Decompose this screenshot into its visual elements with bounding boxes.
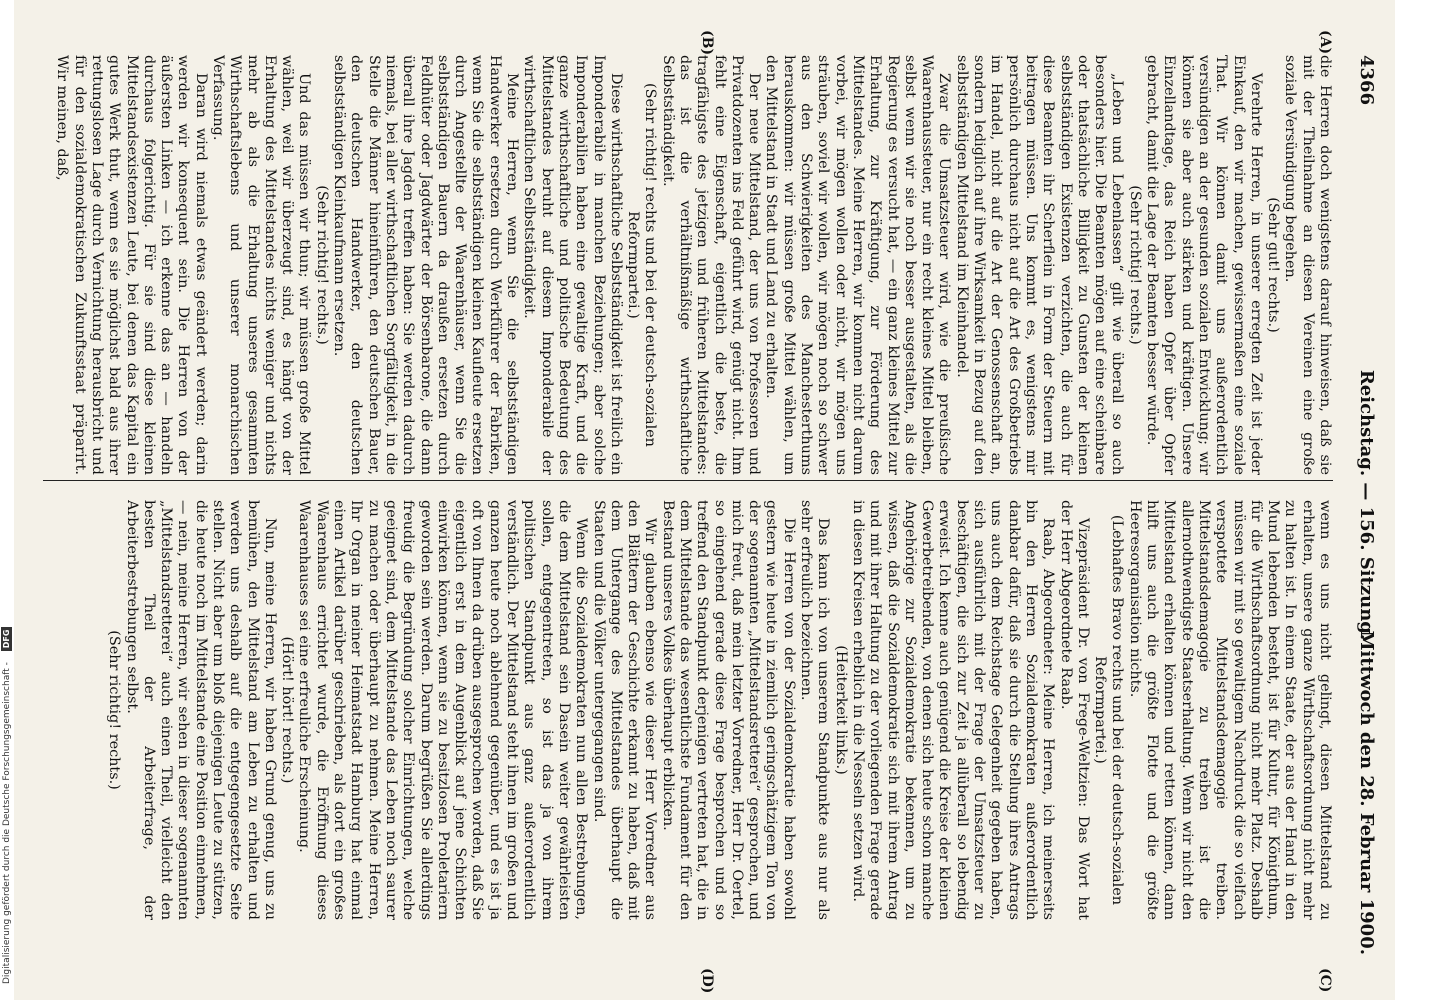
interjection: (Hört! hört! rechts.) [279,636,296,784]
interjection: (Sehr richtig! rechts.) [1126,185,1143,345]
column-divider [43,480,1333,481]
paragraph: „Leben und Lebenlassen“ gilt wie überall so auch besonders hier. Die Beamten mögen auf eine scheinbare oder thatsächliche Billigkeit zu Gunsten der kleinen selbstständigen Existenzen verzichten, die auch für diese Beamten ihr Scherflein in Form der Steuern mit beitragen müssen. Uns kommt es, wenigstens mir persönlich durchaus nicht auf die Art des Großbetriebs im Handel, nicht auf die Art der Genossenschaft an, sondern lediglich auf ihre Wirksamkeit in Bezug auf den selbstständigen Mittelstand im Kleinhandel. [953,55,1126,475]
margin-mark-c: (C) [1317,968,1333,993]
paragraph: Und das müssen wir thun; wir müssen große Mittel wählen, weil wir überzeugt sind, es hängt von der Erhaltung des Mittelstandes nichts weniger und nichts mehr ab als die Erhaltung unseres gesammten Wirthschaftslebens und unserer monarchischen Verfassung. [210,55,313,475]
footer-text-line [0,0,14,990]
footer-credit: Digitalisierung gefördert durch die Deutsche Forschungsgemeinschaft - [2,662,12,984]
text-column-left [33,55,1333,475]
paragraph: Zwar die Umsatzsteuer wird, wie die preußische Waarenhaussteuer, nur ein recht kleines Mittel bleiben, selbst wenn wir sie noch besser ausgestalten, als die Regierung es versucht hat, — ein ganz kleines Mittel zur Erhaltung, zur Kräftigung, zur Förderung des Mittelstandes. Meine Herren, wir kommen nicht darum vorbei, wir mögen wollen oder nicht, wir mögen uns sträuben, soviel wir wollen, wir mögen noch so schwer aus den Schwierigkeiten des Manchesterthums herauskommen: wir müssen große Mittel wählen, um den Mittelstand in Stadt und Land zu erhalten. [763,55,953,475]
paragraph: Die Herren von der Sozialdemokratie haben sowohl gestern wie heute in ziemlich geringschätzigem Ton von der sogenannten „Mittelstandsretterei“ gesprochen, und mich freut, daß mein letzter Vorredner, Herr Dr. Oertel, so eingehend gerade diese Frage besprochen und so treffend den Standpunkt derjenigen vertreten hat, die in dem Mittelstande das wesentlichste Fundament für den Bestand unseres Volkes überhaupt erblicken. [659,500,797,920]
page-number: 4366 [1356,55,1377,106]
page-header [1347,55,1377,955]
interjection: (Heiterkeit links.) [832,645,849,775]
page-date: Mittwoch den 28. Februar 1900. [1356,630,1377,955]
paragraph: wenn es uns nicht gelingt, diesen Mittelstand zu erhalten, unsere ganze Wirthschaftsordnung nicht mehr zu halten ist. In einem Staate, der aus der Hand in den Mund lebenden besteht, ist für Kultur, für Königthum, für die Wirthschaftsordnung nicht mehr Platz. Deshalb müssen wir mit so gewaltigem Nachdruck die so vielfach verspottete Mittelstandsdemagogie treiben. Mittelstandsdemagogie zu treiben ist die allernothwendigste Staatserhaltung. Wenn wir nicht den Mittelstand erhalten können und retten können, dann hilft uns auch die größte Flotte und die größte Heeresorganisation nichts. [1126,500,1333,920]
footer-bar [0,0,14,1000]
paragraph: Meine Herren, wenn Sie die selbstständigen Handwerker ersetzen durch Werkführer der Fabriken, wenn Sie die selbstständigen kleinen Kaufleute ersetzen durch Angestellte der Waarenhäuser, wenn Sie die selbstständigen Bauern da draußen ersetzen durch Feldhüter oder Jagdwärter der Börsenbarone, die dann überall ihre Jagden treffen haben: Sie werden dadurch niemals, bei aller wirthschaftlichen Sorgfältigkeit, in die Stelle die Männer hineinführen, den deutschen Bauer, den deutschen Handwerker, den deutschen selbstständigen Kleinkaufmann ersetzen. [331,55,521,475]
paragraph: Wir glauben ebenso wie dieser Herr Vorredner aus den Blättern der Geschichte erkannt zu haben, daß mit dem Untergange des Mittelstandes überhaupt die Staaten und die Völker untergegangen sind. [590,500,659,920]
paragraph: Diese wirthschaftliche Selbstständigkeit ist freilich ein Imponderabile in manchen Beziehungen; aber solche Imponderabilien haben eine gewaltige Kraft, und die ganze wirthschaftliche und politische Bedeutung des Mittelstandes beruht auf diesem Imponderabile der wirthschaftlichen Selbstständigkeit. [521,55,624,475]
page-title: Reichstag. — 156. Sitzung. [1356,369,1377,641]
margin-mark-d: (D) [699,968,715,994]
paragraph: die Herren doch wenigstens darauf hinweisen, daß sie mit der Theilnahme an diesen Vereinen eine große soziale Versündigung begehen. [1282,55,1333,475]
dfg-logo: DFG [1,627,12,652]
paragraph: Nun, meine Herren, wir haben Grund genug, uns zu bemühen, den Mittelstand am Leben zu erhalten und werden uns deshalb auf die entgegengesetzte Seite stellen. Nicht aber um bloß diejenigen Leute zu stützen, die heute noch im Mittelstande eine Position einnehmen, — nein, meine Herren, wir sehen in dieser sogenannten „Mittelstandsretterei“ auch einen Theil, vielleicht den besten Theil der Arbeiterfrage, der Arbeiterbestrebungen selbst. [123,500,278,920]
margin-mark-b: (B) [699,30,715,56]
paragraph: Raab, Abgeordneter: Meine Herren, ich meinerseits bin den Herren Sozialdemokraten außerordentlich dankbar dafür, daß sie durch die Stellung ihres Antrags uns auch dem Reichstage Gelegenheit gegeben haben, sich ausführlich mit der Frage der Umsatzsteuer zu beschäftigen, die sich zur Zeit ja allüberall so lebendig erweist. Ich kenne auch genügend die Kreise der kleinen Gewerbetreibenden, von denen sich heute schon manche Angehörige zur Sozialdemokratie bekennen, um zu wissen, daß die Sozialdemokratie sich mit ihrem Antrag und mit ihrer Haltung zu der vorliegenden Frage gerade in diesen Kreisen erheblich in die Nesseln setzen wird. [849,500,1057,920]
interjection: (Sehr richtig! rechts und bei der deutsch-sozialen Reformpartei.) [625,83,659,447]
paragraph: Wenn die Sozialdemokraten nun allen Bestrebungen, die dem Mittelstand sein Dasein weiter gewährleisten sollen, entgegentreten, so ist das ja von ihrem politischen Standpunkt aus ganz außerordentlich verständlich. Der Mittelstand steht ihnen im großen und ganzen heute noch ablehnend gegenüber, und es ist ja oft von Ihnen da drüben ausgesprochen worden, daß Sie eigentlich erst in dem Augenblick auf jene Schichten einwirken können, wenn sie zu besitzlosen Proletariern geworden sein werden. Darum begrüßen Sie allerdings freudig die Begründung solcher Einrichtungen, welche geeignet sind, dem Mittelstande das Leben noch saurer zu machen oder überhaupt zu nehmen. Meine Herren, Ihr Organ in meiner Heimatstadt Hamburg hat einmal einen Artikel darüber geschrieben, als dort ein großes Waarenhaus errichtet wurde, die Eröffnung dieses Waarenhauses sei eine erfreuliche Erscheinung. [296,500,590,920]
paragraph: Das kann ich von unserem Standpunkte aus nur als sehr erfreulich bezeichnen. [798,500,832,920]
text-column-right [33,500,1333,920]
interjection: (Sehr richtig! rechts.) [313,185,330,345]
interjection: (Lebhaftes Bravo rechts und bei der deutsch-sozialen Reformpartei.) [1092,514,1126,906]
interjection: (Sehr gut! rechts.) [1265,197,1282,333]
margin-mark-a: (A) [1317,30,1333,55]
interjection: (Sehr richtig! rechts.) [106,630,123,790]
paragraph: Verehrte Herren, in unserer erregten Zeit ist jeder Einkauf, den wir machen, gewissermaßen eine soziale That. Wir können damit uns außerordentlich versündigen an der gesunden sozialen Entwicklung; wir können sie aber auch stärken und kräftigen. Unsere Einzellandtage, das Reich haben Opfer über Opfer gebracht, damit die Lage der Beamten besser würde. [1144,55,1264,475]
paragraph: Daran wird niemals etwas geändert werden; darin werden wir konsequent sein. Die Herren von der äußersten Linken — ich erkenne das an — handeln durchaus folgerichtig. Für sie sind diese kleinen Mittelstandsexistenzen Leute, bei denen das Kapital ein gutes Werk thut, wenn es sie möglichst bald aus ihrer rettungslosen Lage durch Vernichtung herausbricht und für den sozialdemokratischen Zukunftsstaat präparirt. Wir meinen, daß, [54,55,209,475]
paragraph: Vizepräsident Dr. von Frege-Weltzien: Das Wort hat der Herr Abgeordnete Raab. [1057,500,1091,920]
paragraph: Der neue Mittelstand, der uns von Professoren und Privatdozenten ins Feld geführt wird, genügt nicht. Ihm fehlt eine Eigenschaft, eigentlich die beste, die tragfähigste des jetzigen und früheren Mittelstandes: das ist die verhältnißmäßige wirthschaftliche Selbstständigkeit. [659,55,763,475]
